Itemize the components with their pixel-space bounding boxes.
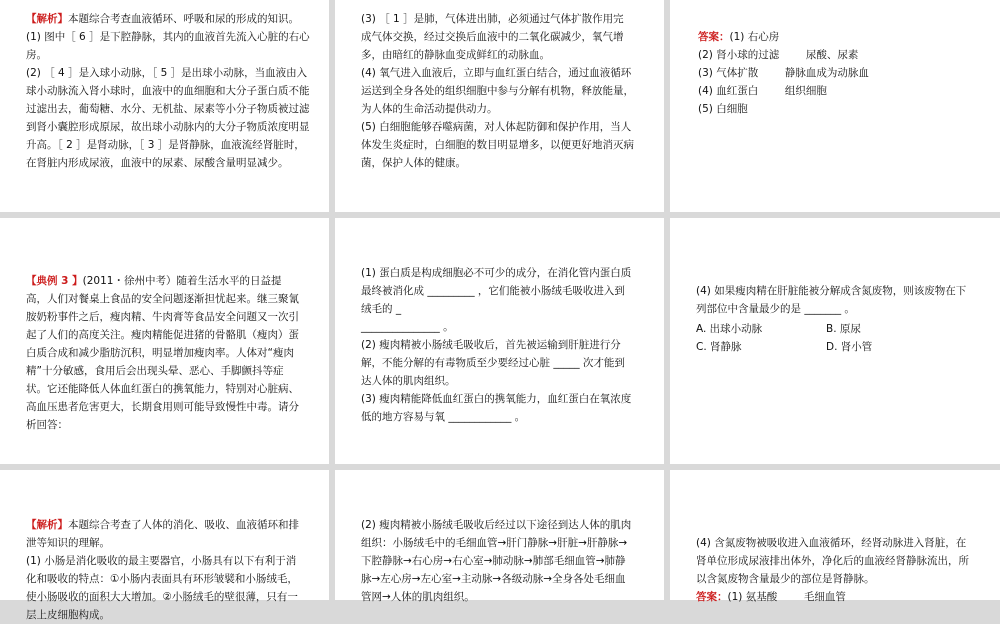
analysis2-paragraph xyxy=(26,516,301,552)
slide-1 xyxy=(0,0,329,212)
slide-3 xyxy=(670,0,1000,212)
answer-label: 答案： xyxy=(698,31,730,43)
slide-9 xyxy=(670,470,1000,603)
analysis-point-1: (1) 图中［ 6 ］是下腔静脉，其内的血液首先流入心脏的右心房。 xyxy=(26,31,310,61)
question-1: (1) 蛋白质是构成细胞必不可少的成分，在消化管内蛋白质最终被消化成 _________ ，它们能被小肠绒毛吸收进入到绒毛的 _ xyxy=(361,267,632,315)
analysis2-point-2: (2) 瘦肉精被小肠绒毛吸收后经过以下途径到达人体的肌肉组织：小肠绒毛中的毛细血管→肝门静脉→肝脏→肝静脉→下腔静脉→右心房→右心室→肺动脉→肺部毛细血管→肺静脉→左心房→左心室→主动脉→各级动脉→全身各处毛细血管网→人体的肌肉组织。 xyxy=(361,519,632,603)
question-1-blank: _______________ 。 xyxy=(361,321,454,333)
slide-5 xyxy=(335,218,664,464)
analysis-tag: 【解析】 xyxy=(26,13,68,25)
answer-line-3: (3) 气体扩散 静脉血成为动脉血 xyxy=(698,67,869,79)
analysis-point-5: (5) 白细胞能够吞噬病菌，对人体起防御和保护作用，当人体发生炎症时，白细胞的数目明显增多，以便更好地消灭病菌，保护人体的健康。 xyxy=(361,121,634,169)
question-4: (4) 如果瘦肉精在肝脏能被分解成含氮废物，则该废物在下列部位中含量最少的是 _______ 。 xyxy=(696,285,967,315)
analysis2-point-4: (4) 含氮废物被吸收进入血液循环，经肾动脉进入肾脏，在肾单位形成尿液排出体外，净化后的血液经肾静脉流出，所以含氮废物含量最少的部位是肾静脉。 xyxy=(696,537,969,585)
example-body: (2011・徐州中考）随着生活水平的日益提高，人们对餐桌上食品的安全问题逐渐担忧起来。继三聚氰胺奶粉事件之后，瘦肉精、牛肉膏等食品安全问题又一次引起了人们的高度关注。瘦肉精能促进猪的骨骼肌（瘦肉）蛋白质合成和减少脂肪沉积，明显增加瘦肉率。人体对“瘦肉精”十分敏感，食用后会出现头晕、恶心、手脚颤抖等症状。它还能降低人体血红蛋白的携氧能力，特别对心脏病、高血压患者危害更大，长期食用则可能导致慢性中毒。请分析回答： xyxy=(26,275,299,431)
analysis-point-2: (2) ［ 4 ］是入球小动脉，［ 5 ］是出球小动脉，当血液由入球小动脉流入肾小球时，血液中的血细胞和大分子蛋白质不能过滤出去，葡萄糖、水分、无机盐、尿素等小分子物质被过滤到肾小囊腔形成原尿，故出球小动脉内的大分子物质浓度明显升高。［ 2 ］是肾动脉，［ 3 ］是肾静脉，血液流经肾脏时，在肾脏内形成尿液，血液中的尿素、尿酸含量明显减少。 xyxy=(26,67,310,169)
answer-line-5: (5) 白细胞 xyxy=(698,103,748,115)
slide-4 xyxy=(0,218,329,464)
analysis-point-3: (3) ［ 1 ］是肺，气体进出肺，必须通过气体扩散作用完成气体交换，经过交换后血液中的二氧化碳减少，氧气增多，由暗红的静脉血变成鲜红的动脉血。 xyxy=(361,13,624,61)
question-3: (3) 瘦肉精能降低血红蛋白的携氧能力，血红蛋白在氧浓度低的地方容易与氧 ____________ 。 xyxy=(361,393,632,423)
analysis2-point-1: (1) 小肠是消化吸收的最主要器官，小肠具有以下有利于消化和吸收的特点：①小肠内表面具有环形皱襞和小肠绒毛，使小肠吸收的面积大大增加。②小肠绒毛的壁很薄，只有一层上皮细胞构成。 xyxy=(26,555,298,621)
analysis2-tag: 【解析】 xyxy=(26,519,68,531)
option-b: B. 原尿 xyxy=(826,323,861,335)
analysis-intro: 本题综合考查血液循环、呼吸和尿的形成的知识。 xyxy=(68,13,299,25)
answer-line-4: (4) 血红蛋白 组织细胞 xyxy=(698,85,827,97)
slide-7 xyxy=(0,470,329,621)
slide-6 xyxy=(670,218,1000,464)
answer2-line-1: 答案：(1) 氨基酸 毛细血管 xyxy=(696,591,846,603)
analysis-paragraph xyxy=(26,10,315,28)
answer-line-1: 答案：(1) 右心房 xyxy=(698,31,780,43)
analysis-point-4: (4) 氧气进入血液后，立即与血红蛋白结合，通过血液循环运送到全身各处的组织细胞中参与分解有机物，释放能量，为人体的生命活动提供动力。 xyxy=(361,67,634,115)
question-2: (2) 瘦肉精被小肠绒毛吸收后，首先被运输到肝脏进行分解，不能分解的有毒物质至少要经过心脏 _____ 次才能到达人体的肌肉组织。 xyxy=(361,339,625,387)
example-tag: 【典例 3 】 xyxy=(26,275,83,287)
answer-line-2: (2) 肾小球的过滤 尿酸、尿素 xyxy=(698,49,859,61)
options-grid xyxy=(696,320,970,356)
example-paragraph xyxy=(26,272,301,434)
option-a: A. 出球小动脉 xyxy=(696,323,763,335)
slide-8 xyxy=(335,470,664,603)
analysis2-intro: 本题综合考查了人体的消化、吸收、血液循环和排泄等知识的理解。 xyxy=(26,519,299,549)
answer2-label: 答案： xyxy=(696,591,728,603)
slide-2 xyxy=(335,0,664,212)
option-c: C. 肾静脉 xyxy=(696,341,742,353)
option-d: D. 肾小管 xyxy=(826,341,873,353)
